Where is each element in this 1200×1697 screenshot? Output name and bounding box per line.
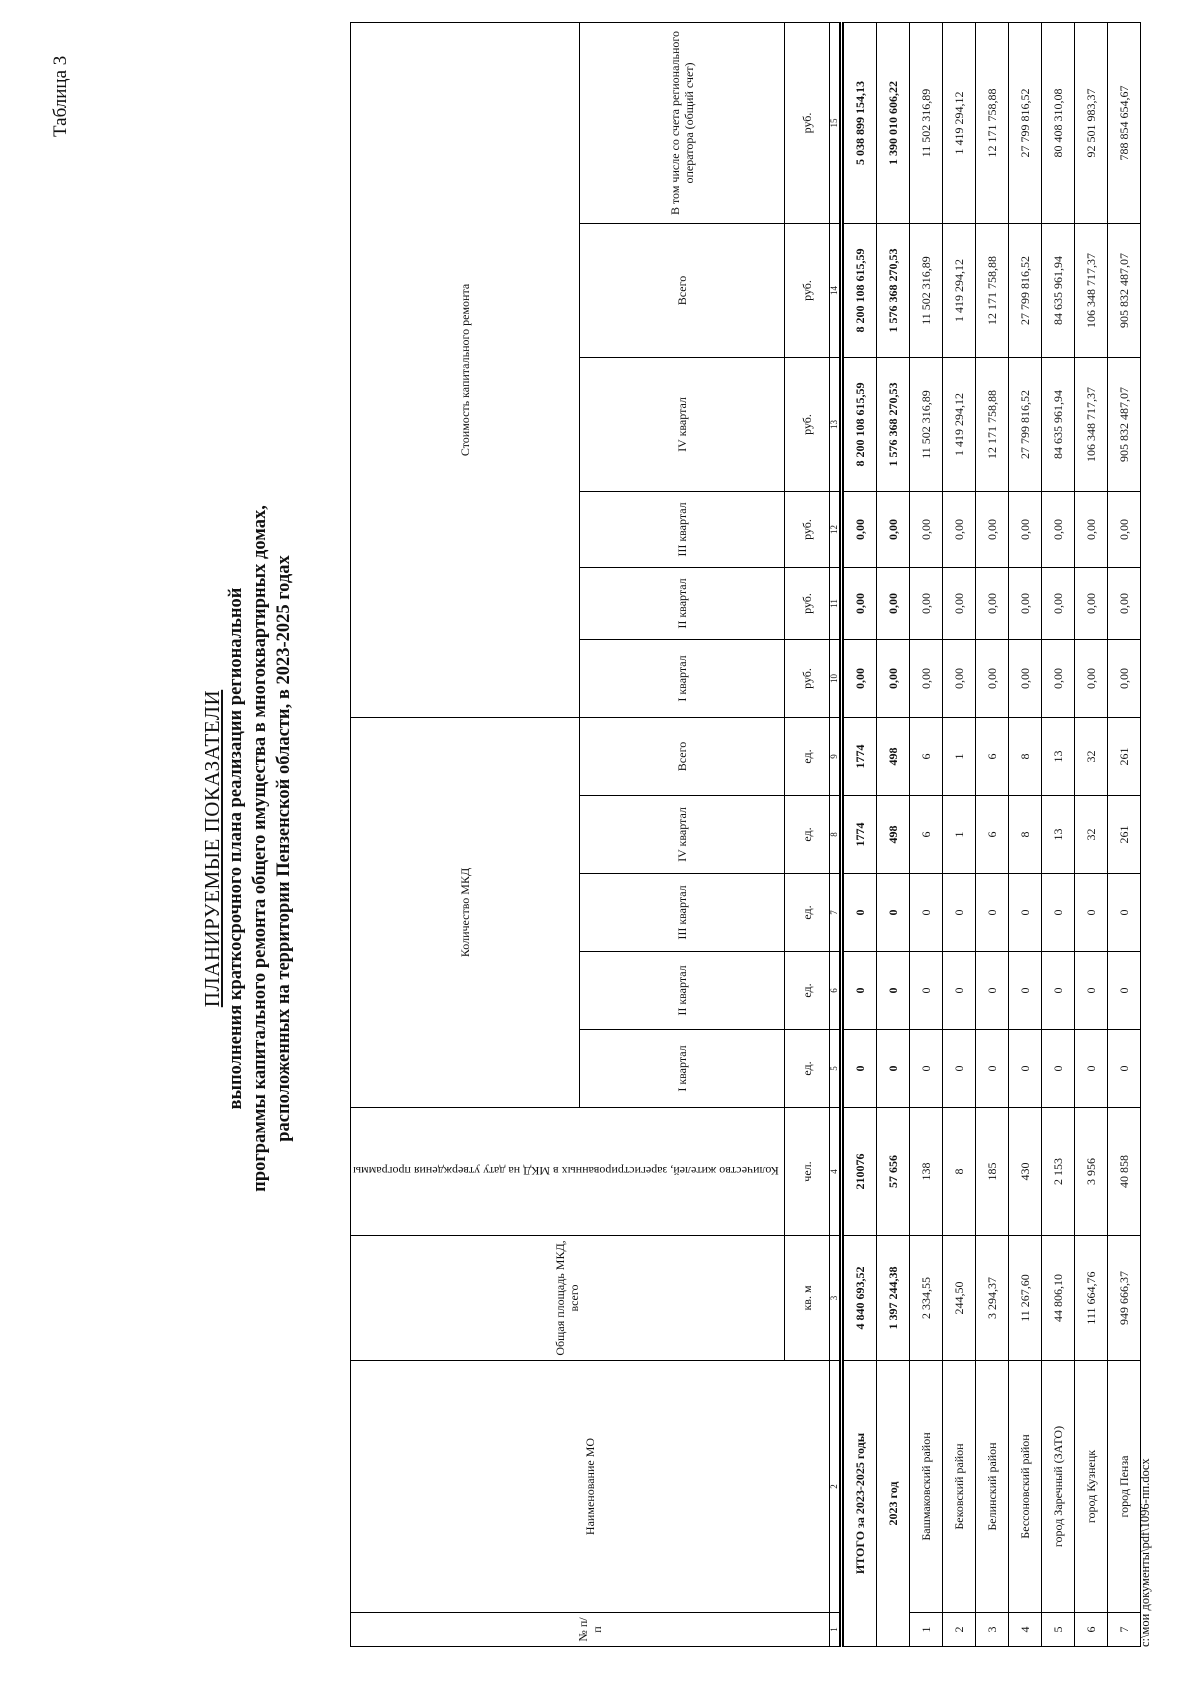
row-number-cell: 7 — [1107, 1613, 1140, 1647]
unit-cell: ед. — [784, 1030, 829, 1108]
data-cell: 0 — [876, 952, 909, 1030]
data-cell: 0 — [1041, 874, 1074, 952]
page-heading — [200, 0, 296, 1697]
data-cell: 12 171 758,88 — [975, 22, 1008, 223]
data-cell: 0,00 — [1074, 639, 1107, 717]
data-cell: 84 635 961,94 — [1041, 357, 1074, 491]
data-cell: 498 — [876, 717, 909, 795]
data-cell: 6 — [909, 796, 942, 874]
data-cell: 8 200 108 615,59 — [841, 223, 876, 357]
data-cell: 0 — [841, 874, 876, 952]
data-cell: 106 348 717,37 — [1074, 357, 1107, 491]
data-cell: 0 — [909, 874, 942, 952]
mkd-count-group-header: Количество МКД — [351, 717, 580, 1107]
mkd-q2-header: II квартал — [579, 952, 784, 1030]
unit-cell: ед. — [784, 796, 829, 874]
data-cell: 0,00 — [975, 567, 1008, 639]
table-row — [1008, 22, 1041, 1646]
col-number: 9 — [829, 717, 841, 795]
row-number-cell: 2 — [942, 1613, 975, 1647]
heading-line-4: расположенных на территории Пензенской области, в 2023-2025 годах — [274, 555, 294, 1142]
cost-operator-header: В том числе со счета регионального оператора (общий счет) — [579, 22, 784, 223]
data-cell: 261 — [1107, 717, 1140, 795]
data-cell: 0 — [876, 1030, 909, 1108]
table-row — [1107, 22, 1140, 1646]
col-number: 3 — [829, 1236, 841, 1361]
col-number: 8 — [829, 796, 841, 874]
data-cell: 111 664,76 — [1074, 1236, 1107, 1361]
table-row — [1074, 22, 1107, 1646]
col-number: 6 — [829, 952, 841, 1030]
data-cell: 0,00 — [975, 491, 1008, 567]
col-num-header: № п/п — [351, 1613, 830, 1647]
data-cell: 6 — [975, 796, 1008, 874]
row-number-cell: 5 — [1041, 1613, 1074, 1647]
data-cell: 0,00 — [841, 639, 876, 717]
data-cell: 0,00 — [1041, 491, 1074, 567]
data-cell: 0 — [1074, 952, 1107, 1030]
data-cell: 1 397 244,38 — [876, 1236, 909, 1361]
table-row — [942, 22, 975, 1646]
data-cell: 1774 — [841, 796, 876, 874]
row-number-cell: 3 — [975, 1613, 1008, 1647]
table-number-label: Таблица 3 — [50, 55, 71, 137]
row-name-cell: город Пенза — [1107, 1361, 1140, 1613]
data-cell: 138 — [909, 1108, 942, 1236]
data-cell: 0,00 — [1008, 639, 1041, 717]
col-number: 12 — [829, 491, 841, 567]
data-cell: 0 — [1107, 952, 1140, 1030]
data-cell: 0 — [1107, 874, 1140, 952]
data-cell: 0,00 — [876, 567, 909, 639]
row-number-cell: 1 — [909, 1613, 942, 1647]
data-cell: 0,00 — [1107, 639, 1140, 717]
data-cell: 57 656 — [876, 1108, 909, 1236]
unit-cell: руб. — [784, 567, 829, 639]
table-row — [1041, 22, 1074, 1646]
col-number: 5 — [829, 1030, 841, 1108]
mkd-q3-header: III квартал — [579, 874, 784, 952]
data-cell: 0 — [1107, 1030, 1140, 1108]
data-cell: 0,00 — [909, 491, 942, 567]
data-cell: 12 171 758,88 — [975, 357, 1008, 491]
row-name-cell: 2023 год — [876, 1361, 909, 1647]
data-cell: 1 419 294,12 — [942, 22, 975, 223]
data-cell: 0 — [1008, 874, 1041, 952]
data-cell: 0 — [841, 1030, 876, 1108]
row-name-cell: ИТОГО за 2023-2025 годы — [841, 1361, 876, 1647]
data-cell: 430 — [1008, 1108, 1041, 1236]
row-name-cell: Башмаковский район — [909, 1361, 942, 1613]
data-cell: 1 419 294,12 — [942, 223, 975, 357]
data-cell: 0,00 — [1074, 567, 1107, 639]
data-cell: 44 806,10 — [1041, 1236, 1074, 1361]
col-number: 14 — [829, 223, 841, 357]
col-name-header: Наименование МО — [351, 1361, 830, 1613]
data-cell: 0 — [1041, 1030, 1074, 1108]
row-name-cell: Белинский район — [975, 1361, 1008, 1613]
row-name-cell: город Заречный (ЗАТО) — [1041, 1361, 1074, 1613]
unit-cell: ед. — [784, 717, 829, 795]
row-name-cell: Бессоновский район — [1008, 1361, 1041, 1613]
data-cell: 0 — [841, 952, 876, 1030]
data-cell: 1 — [942, 796, 975, 874]
data-cell: 8 — [942, 1108, 975, 1236]
col-number: 4 — [829, 1108, 841, 1236]
data-cell: 27 799 816,52 — [1008, 357, 1041, 491]
col-number: 11 — [829, 567, 841, 639]
cost-q2-header: II квартал — [579, 567, 784, 639]
unit-cell: ед. — [784, 874, 829, 952]
data-cell: 261 — [1107, 796, 1140, 874]
data-cell: 11 502 316,89 — [909, 223, 942, 357]
col-number: 10 — [829, 639, 841, 717]
data-cell: 8 200 108 615,59 — [841, 357, 876, 491]
col-number: 2 — [829, 1361, 841, 1613]
unit-cell: руб. — [784, 639, 829, 717]
row-name-cell: Бековский район — [942, 1361, 975, 1613]
data-cell: 0 — [909, 1030, 942, 1108]
unit-cell: кв. м — [784, 1236, 829, 1361]
data-cell: 0,00 — [876, 639, 909, 717]
data-cell: 0,00 — [942, 639, 975, 717]
data-cell: 40 858 — [1107, 1108, 1140, 1236]
col-number: 15 — [829, 22, 841, 223]
data-cell: 106 348 717,37 — [1074, 223, 1107, 357]
data-cell: 13 — [1041, 717, 1074, 795]
data-cell: 0,00 — [841, 491, 876, 567]
data-cell: 0,00 — [1008, 567, 1041, 639]
data-cell: 0,00 — [1008, 491, 1041, 567]
data-cell: 905 832 487,07 — [1107, 357, 1140, 491]
data-cell: 8 — [1008, 717, 1041, 795]
data-cell: 8 — [1008, 796, 1041, 874]
data-cell: 0 — [942, 952, 975, 1030]
data-cell: 12 171 758,88 — [975, 223, 1008, 357]
header-group-row — [351, 22, 580, 1646]
data-cell: 0,00 — [1041, 567, 1074, 639]
data-cell: 0 — [942, 1030, 975, 1108]
col-number: 7 — [829, 874, 841, 952]
unit-cell: руб. — [784, 491, 829, 567]
cost-group-header: Стоимость капитального ремонта — [351, 22, 580, 717]
data-cell: 1 576 368 270,53 — [876, 357, 909, 491]
table-row — [841, 22, 876, 1646]
data-cell: 6 — [909, 717, 942, 795]
data-cell: 27 799 816,52 — [1008, 22, 1041, 223]
data-cell: 244,50 — [942, 1236, 975, 1361]
data-cell: 0 — [1008, 1030, 1041, 1108]
data-cell: 0 — [942, 874, 975, 952]
data-cell: 0,00 — [1107, 567, 1140, 639]
data-cell: 0,00 — [909, 567, 942, 639]
data-cell: 5 038 899 154,13 — [841, 22, 876, 223]
heading-line-3: программы капитального ремонта общего имущества в многоквартирных домах, — [250, 505, 270, 1192]
table-row — [909, 22, 942, 1646]
data-cell: 1 — [942, 717, 975, 795]
data-cell: 1774 — [841, 717, 876, 795]
data-cell: 905 832 487,07 — [1107, 223, 1140, 357]
cost-q4-header: IV квартал — [579, 357, 784, 491]
data-cell: 84 635 961,94 — [1041, 223, 1074, 357]
data-cell: 27 799 816,52 — [1008, 223, 1041, 357]
residents-header-text: Количество жителей, зарегистрированных в МКД на дату утверждения программы — [353, 1164, 779, 1179]
data-cell: 0,00 — [909, 639, 942, 717]
cost-q1-header: I квартал — [579, 639, 784, 717]
data-cell: 3 294,37 — [975, 1236, 1008, 1361]
data-cell: 0,00 — [942, 491, 975, 567]
cost-q3-header: III квартал — [579, 491, 784, 567]
data-cell: 3 956 — [1074, 1108, 1107, 1236]
table-row — [876, 22, 909, 1646]
data-cell: 0 — [1074, 1030, 1107, 1108]
col-number: 1 — [829, 1613, 841, 1647]
data-cell: 0 — [909, 952, 942, 1030]
indicators-table — [350, 22, 1141, 1647]
data-cell: 0 — [1074, 874, 1107, 952]
heading-line-2: выполнения краткосрочного плана реализации региональной — [226, 587, 246, 1110]
data-cell: 13 — [1041, 796, 1074, 874]
data-cell: 1 419 294,12 — [942, 357, 975, 491]
data-cell: 0,00 — [1107, 491, 1140, 567]
row-name-cell: город Кузнецк — [1074, 1361, 1107, 1613]
data-cell: 32 — [1074, 717, 1107, 795]
data-cell: 1 576 368 270,53 — [876, 223, 909, 357]
data-cell: 788 854 654,67 — [1107, 22, 1140, 223]
data-cell: 0 — [1041, 952, 1074, 1030]
mkd-q1-header: I квартал — [579, 1030, 784, 1108]
data-cell: 0,00 — [876, 491, 909, 567]
data-cell: 1 390 010 606,22 — [876, 22, 909, 223]
data-cell: 0 — [975, 874, 1008, 952]
unit-cell: руб. — [784, 223, 829, 357]
data-cell: 0,00 — [1074, 491, 1107, 567]
data-cell: 80 408 310,08 — [1041, 22, 1074, 223]
cost-total-header: Всего — [579, 223, 784, 357]
data-cell: 11 267,60 — [1008, 1236, 1041, 1361]
data-cell: 2 334,55 — [909, 1236, 942, 1361]
unit-cell: руб. — [784, 22, 829, 223]
data-cell: 0 — [1008, 952, 1041, 1030]
file-path-footer: c:\мои документы\pdf\1096-пп.docx — [1138, 1458, 1152, 1647]
data-cell: 0,00 — [942, 567, 975, 639]
unit-cell: чел. — [784, 1108, 829, 1236]
row-number-cell: 4 — [1008, 1613, 1041, 1647]
data-cell: 4 840 693,52 — [841, 1236, 876, 1361]
data-cell: 92 501 983,37 — [1074, 22, 1107, 223]
data-cell: 0 — [975, 952, 1008, 1030]
data-cell: 210076 — [841, 1108, 876, 1236]
unit-cell: ед. — [784, 952, 829, 1030]
column-numbers-row — [829, 22, 841, 1646]
data-cell: 0,00 — [841, 567, 876, 639]
data-cell: 0,00 — [1041, 639, 1074, 717]
data-cell: 185 — [975, 1108, 1008, 1236]
data-cell: 2 153 — [1041, 1108, 1074, 1236]
table-body — [841, 22, 1140, 1646]
data-cell: 0 — [876, 874, 909, 952]
data-cell: 6 — [975, 717, 1008, 795]
unit-cell: руб. — [784, 357, 829, 491]
data-cell: 0,00 — [975, 639, 1008, 717]
col-number: 13 — [829, 357, 841, 491]
col-area-header: Общая площадь МКД, всего — [351, 1236, 785, 1361]
row-number-cell: 6 — [1074, 1613, 1107, 1647]
data-cell: 11 502 316,89 — [909, 357, 942, 491]
data-cell: 11 502 316,89 — [909, 22, 942, 223]
data-cell: 498 — [876, 796, 909, 874]
data-cell: 32 — [1074, 796, 1107, 874]
data-cell: 0 — [975, 1030, 1008, 1108]
heading-title: ПЛАНИРУЕМЫЕ ПОКАЗАТЕЛИ — [200, 689, 224, 1008]
mkd-q4-header: IV квартал — [579, 796, 784, 874]
table-row — [975, 22, 1008, 1646]
data-cell: 949 666,37 — [1107, 1236, 1140, 1361]
col-residents-header — [351, 1108, 785, 1236]
mkd-total-header: Всего — [579, 717, 784, 795]
